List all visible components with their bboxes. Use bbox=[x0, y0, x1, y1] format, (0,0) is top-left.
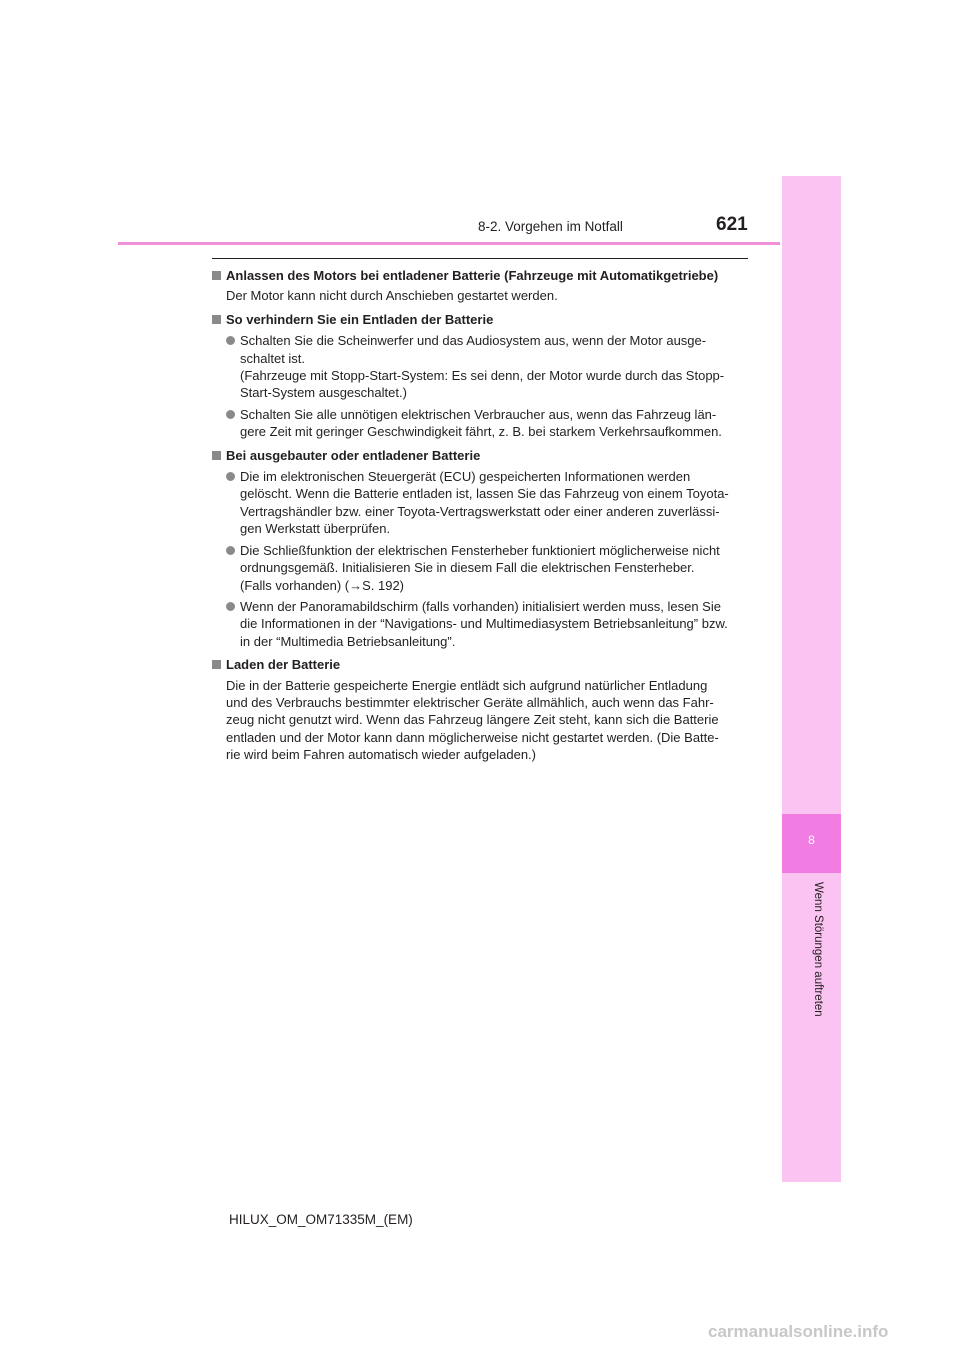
list-item: Die im elektronischen Steuergerät (ECU) gespeicherten Informationen werden gelöscht. Wenn die Batterie entladen ist, lassen Sie das Fahrzeug von einem Toyota- Vertragshändler bzw. einer Toyota-Vertragswerkstatt oder einer anderen zuverlässi- gen Werkstatt überprüfen. bbox=[212, 468, 748, 538]
section-title: 8-2. Vorgehen im Notfall bbox=[478, 219, 623, 234]
circle-bullet-icon bbox=[226, 602, 235, 611]
chapter-title: Wenn Störungen auftreten bbox=[812, 882, 824, 1017]
circle-bullet-icon bbox=[226, 472, 235, 481]
list-item: Schalten Sie die Scheinwerfer und das Audiosystem aus, wenn der Motor ausge- schaltet ist. (Fahrzeuge mit Stopp-Start-System: Es sei denn, der Motor wurde durch das Stopp- Start-System ausgeschaltet.) bbox=[212, 332, 748, 402]
square-bullet-icon bbox=[212, 271, 221, 280]
header-rule bbox=[118, 242, 780, 245]
chapter-tab-strip bbox=[782, 176, 841, 1182]
list-item: Die Schließfunktion der elektrischen Fensterheber funktioniert möglicherweise nicht ordnungsgemäß. Initialisieren Sie in diesem Fall die elektrischen Fensterheber. (Falls vorhanden) (→S. 192) bbox=[212, 542, 748, 594]
circle-bullet-icon bbox=[226, 336, 235, 345]
section-paragraph: Die in der Batterie gespeicherte Energie entlädt sich aufgrund natürlicher Entladung und des Verbrauchs bestimmter elektrischer Geräte allmählich, auch wenn das Fahr- zeug nicht genutzt wird. Wenn das Fahrzeug längere Zeit steht, kann sich die Batterie entladen und der Motor kann dann möglicherweise nicht gestartet werden. (Die Batte- rie wird beim Fahren automatisch wieder aufgeladen.) bbox=[226, 677, 719, 763]
section-heading: Laden der Batterie bbox=[212, 656, 748, 673]
list-item: Wenn der Panoramabildschirm (falls vorhanden) initialisiert werden muss, lesen Sie die Informationen in der “Navigations- und Multimediasystem Betriebsanleitung” bzw. in der “Multimedia Betriebsanleitung”. bbox=[212, 598, 748, 650]
section-heading: Anlassen des Motors bei entladener Batterie (Fahrzeuge mit Automatikgetriebe) bbox=[212, 267, 748, 284]
square-bullet-icon bbox=[212, 451, 221, 460]
page-number: 621 bbox=[716, 214, 748, 235]
square-bullet-icon bbox=[212, 660, 221, 669]
circle-bullet-icon bbox=[226, 546, 235, 555]
section-paragraph: Der Motor kann nicht durch Anschieben gestartet werden. bbox=[226, 288, 558, 304]
section-heading: Bei ausgebauter oder entladener Batterie bbox=[212, 447, 748, 464]
watermark: carmanualsonline.info bbox=[708, 1322, 889, 1341]
content bbox=[212, 267, 748, 764]
document-code: HILUX_OM_OM71335M_(EM) bbox=[229, 1212, 413, 1227]
circle-bullet-icon bbox=[226, 410, 235, 419]
content-rule bbox=[212, 258, 748, 259]
chapter-number: 8 bbox=[808, 833, 815, 847]
square-bullet-icon bbox=[212, 315, 221, 324]
section-heading: So verhindern Sie ein Entladen der Batterie bbox=[212, 311, 748, 328]
list-item: Schalten Sie alle unnötigen elektrischen Verbraucher aus, wenn das Fahrzeug län- gere Zeit mit geringer Geschwindigkeit fährt, z. B. bei starkem Verkehrsaufkommen. bbox=[212, 406, 748, 441]
